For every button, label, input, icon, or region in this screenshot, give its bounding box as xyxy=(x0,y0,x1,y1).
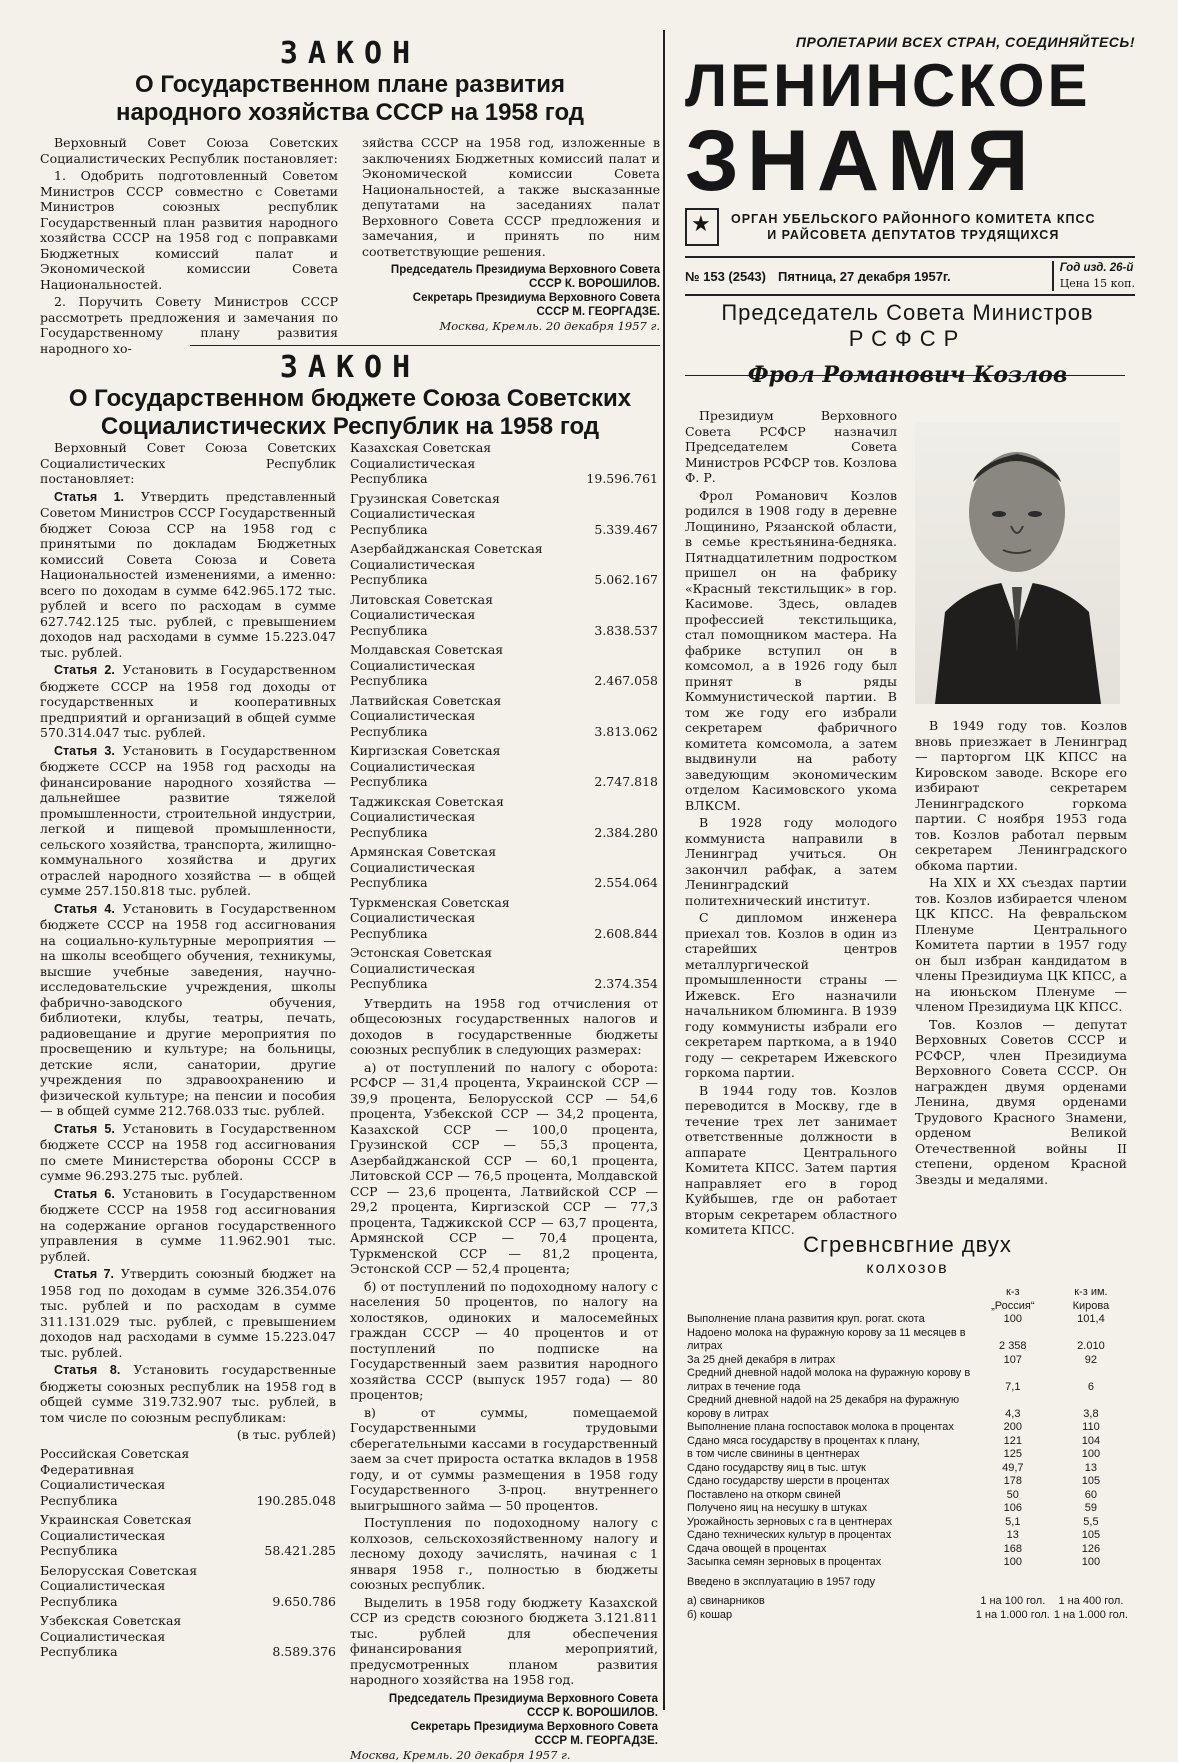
table-row: Сдача овощей в процентах 168 126 xyxy=(687,1542,1101,1555)
table-row: Средний дневной надой на 25 декабря на фуражную корову в литрах 4,3 3,8 xyxy=(687,1394,1099,1420)
republic-row: Узбекская Советская Социалистическая Республика 8.589.376 xyxy=(40,1613,336,1659)
law-budget-col1 xyxy=(40,440,336,1664)
table-subheader-row: Введено в эксплуатацию в 1957 году xyxy=(687,1575,876,1588)
issue-price: Цена 15 коп. xyxy=(1059,277,1135,290)
table-row: б) кошар 1 на 1.000 гол. 1 на 1.000 гол. xyxy=(687,1608,1128,1621)
article: Статья 1. Утвердить представленный Советом Министров СССР Государственный бюджет Союза ССР на 1958 год с принятыми по докладам Бюджетных комиссий Совета Союза и Совета Национальностей изменениями, а именно: всего по доходам в сумме 642.965.172 тыс. рублей и всего по расходам в сумме 627.742.125 тыс. рублей, с превышением доходов над расходами в сумме 15.223.047 тыс. рублей. xyxy=(40,488,336,660)
law-budget-intro: Верховный Совет Союза Советских Социалистических Республик постановляет: xyxy=(40,440,336,486)
table-row: а) свинарников 1 на 100 гол. 1 на 400 гол. xyxy=(687,1595,1124,1607)
masthead xyxy=(685,34,1135,296)
table-row: Сдано мяса государству в процентах к плану, 121 104 xyxy=(687,1434,1101,1447)
republic-row: Эстонская Советская Социалистическая Республика 2.374.354 xyxy=(350,945,658,991)
column-divider xyxy=(663,30,665,1710)
issue-date: Пятница, 27 декабря 1957г. xyxy=(777,268,951,284)
kozlov-para: Фрол Романович Козлов родился в 1908 году в деревне Лощинино, Рязанской области, в семье крестьянина-бедняка. Пятнадцатилетним подростком пришел он на фабрику «Красный текстильщик» в гор. Касимове. Здесь, овладев профессией текстильщика, стал помощником мастера. На фабрике вступил он в комсомол, а в 1926 году был принят в ряды Коммунистической партии. В том же году его избрали секретарем фабричного комитета комсомола, а затем выдвинули на работу заведующим экономическим отделом Касимовского укома ВЛКСМ. xyxy=(685,487,897,813)
law-budget xyxy=(40,350,660,441)
kozlov-para: Президиум Верховного Совета РСФСР назначил Председателем Совета Министров РСФСР тов. Козлова Ф. Р. xyxy=(685,408,897,485)
comparison-title-line2: колхозов xyxy=(866,1260,949,1277)
republic-row: Литовская Советская Социалистическая Республика 3.838.537 xyxy=(350,591,658,638)
masthead-title-line1: ЛЕНИНСКОЕ xyxy=(685,52,1091,119)
comparison-title-line1: Сгревнсвгние двух xyxy=(803,1232,1012,1257)
table-row: Урожайность зерновых с га в центнерах 5,1 5,5 xyxy=(687,1515,1099,1528)
table-row: Получено яиц на несушку в штуках 106 59 xyxy=(687,1502,1098,1514)
signature-place-date: Москва, Кремль. 20 декабря 1957 г. xyxy=(439,319,660,333)
republic-row: Киргизская Советская Социалистическая Республика 2.747.818 xyxy=(350,743,658,789)
republic-row: Грузинская Советская Социалистическая Республика 5.339.467 xyxy=(350,490,658,537)
article: Статья 4. Установить в Государственном бюджете СССР на 1958 год ассигнования на социально-культурные мероприятия — на школы всеобщего обучения, техникумы, высшие учебные заведения, научно-исследовательские учреждения, школы фабрично-заводского обучения, библиотеки, клубы, театры, печать, радиовещание и другие мероприятия по просвещению и культуре; на больницы, детские ясли, санатории, другие учреждения по здравоохранению и физической культуре; на пенсии и пособия — в общей сумме 212.768.033 тыс. рублей. xyxy=(40,900,336,1118)
kolkhoz-comparison xyxy=(685,1232,1130,1622)
signature-chairman-title: Председатель Президиума Верховного Совета xyxy=(388,1692,658,1705)
kozlov-heading-line1: Председатель Совета Министров xyxy=(721,300,1094,325)
masthead-slogan: ПРОЛЕТАРИИ ВСЕХ СТРАН, СОЕДИНЯЙТЕСЬ! xyxy=(795,34,1135,50)
republic-row: Белорусская Советская Социалистическая Республика 9.650.786 xyxy=(40,1562,336,1609)
law-budget-para: Выделить в 1958 году бюджету Казахской ССР из средств союзного бюджета 3.121.811 тыс. рублей для обеспечения финансирования мероприятий, предусмотренных планом развития народного хозяйства на 1958 год. xyxy=(350,1594,658,1687)
kozlov-para: В 1944 году тов. Козлов переводится в Москву, где в течение трех лет занимает ответственные должности в аппарате Центрального Комитета КПСС. Затем партия направляет его в город Куйбышев, где он работает вторым секретарем областного комитета КПСС. xyxy=(685,1082,897,1237)
kozlov-name: Фрол Романович Козлов xyxy=(747,362,1068,388)
republic-row: Молдавская Советская Социалистическая Республика 2.467.058 xyxy=(350,642,658,688)
table-header-row: к-з „Россия“ к-з им. Кирова xyxy=(991,1286,1110,1312)
unit-note: (в тыс. рублей) xyxy=(236,1427,336,1442)
law-budget-col2 xyxy=(350,440,658,1762)
signature-secretary-title: Секретарь Президиума Верховного Совета xyxy=(412,292,660,304)
kozlov-article xyxy=(685,300,1130,388)
table-row: Выполнение плана развития круп. рогат. скота 100 101,4 xyxy=(687,1313,1105,1325)
law-budget-heading: ЗАКОН xyxy=(279,350,421,385)
article: Статья 2. Установить в Государственном бюджете СССР на 1958 год доходы от государственных и кооперативных предприятий и организаций в общей сумме 570.314.047 тыс. рублей. xyxy=(40,662,336,740)
law-plan-col1 xyxy=(40,135,338,358)
table-row: Выполнение плана госпоставок молока в процентах 200 110 xyxy=(687,1421,1100,1433)
law-plan-para: 1. Одобрить подготовленный Советом Министров СССР совместно с Советами Министров союзных республик Государственный план развития народного хозяйства СССР на 1958 год с поправками Бюджетных комиссий палат и Экономической комиссии Совета Национальностей. xyxy=(40,168,338,292)
republic-row: Российская Советская Федеративная Социалистическая Республика 190.285.048 xyxy=(40,1446,336,1508)
issue-bar xyxy=(685,256,1135,296)
law-budget-para: в) от суммы, помещаемой Государственными трудовыми сберегательными кассами в государственный заем за счет прироста остатка вкладов в 1958 году, и от суммы размещения в 1958 году Государственного 3-проц. внутреннего выигрышного займа — 50 процентов. xyxy=(350,1404,658,1513)
star-emblem-icon: ★ xyxy=(685,208,719,246)
article: Статья 8. Установить государственные бюджеты союзных республик на 1958 год в общей сумме 319.732.907 тыс. рублей, в том числе по союзным республикам: xyxy=(40,1362,336,1425)
portrait-image xyxy=(915,422,1120,704)
kozlov-col2 xyxy=(915,718,1127,1189)
kozlov-col1 xyxy=(685,408,897,1240)
issue-year: Год изд. 26-й xyxy=(1059,262,1134,274)
republic-row: Латвийская Советская Социалистическая Республика 3.813.062 xyxy=(350,692,658,739)
republic-row: Казахская Советская Социалистическая Республика 19.596.761 xyxy=(350,440,658,486)
kozlov-para: С дипломом инженера приехал тов. Козлов в один из старейших центров металлургической промышленности страны — Ижевск. Его назначили начальником блюминга. В 1939 году коммунисты избрали его секретарем парткома, а в 1940 году — секретарем Ижевского горкома партии. xyxy=(685,910,897,1080)
article: Статья 5. Установить в Государственном бюджете СССР на 1958 год ассигнования по смете Министерства обороны СССР в сумме 96.293.275 тыс. рублей. xyxy=(40,1120,336,1183)
republic-row: Азербайджанская Советская Социалистическая Республика 5.062.167 xyxy=(350,541,658,587)
law-budget-para: Утвердить на 1958 год отчисления от общесоюзных государственных налогов и доходов в государственные бюджеты союзных республик в следующих размерах: xyxy=(350,995,658,1057)
law-plan xyxy=(40,36,660,358)
republic-row: Таджикская Советская Социалистическая Республика 2.384.280 xyxy=(350,793,658,840)
law-plan-para: зяйства СССР на 1958 год, изложенные в заключениях Бюджетных комиссий палат и Экономической комиссии Совета Национальностей, а также высказанные депутатами на заседаниях палат Верховного Совета СССР предложения и замечания, и принять по ним соответствующие решения. xyxy=(362,135,660,259)
signature-secretary-name: СССР М. ГЕОРГАДЗЕ. xyxy=(534,1734,658,1747)
law-budget-title: О Государственном бюджете Союза Советских Социалистических Республик на 1958 год xyxy=(68,385,632,440)
law-plan-para: Верховный Совет Союза Советских Социалистических Республик постановляет: xyxy=(40,135,338,166)
organ-line-1: ОРГАН УБЕЛЬСКОГО РАЙОННОГО КОМИТЕТА КПСС xyxy=(731,212,1096,226)
signature-secretary-title: Секретарь Президиума Верховного Совета xyxy=(410,1720,658,1733)
issue-number: № 153 (2543) xyxy=(685,268,766,284)
article: Статья 3. Установить в Государственном бюджете СССР на 1958 год расходы на финансирование народного хозяйства — дальнейшее развитие тяжелой промышленности, строительной индустрии, легкой и пищевой промышленности, сельского хозяйства, транспорта, жилищно-коммунального хозяйства и других отраслей народного хозяйства — в общей сумме 257.150.818 тыс. рублей. xyxy=(40,742,336,898)
kozlov-para: На XIX и XX съездах партии тов. Козлов избирается членом ЦК КПСС. На февральском Пленуме Центрального Комитета партии в 1957 году он был избран кандидатом в члены Президиума ЦК КПСС, а на июньском Пленуме — членом Президиума ЦК КПСС. xyxy=(915,875,1127,1014)
law-budget-para: Поступления по подоходному налогу с колхозов, сельскохозяйственному налогу и лесному доходу зачислять, начиная с 1 января 1958 г., полностью в бюджеты союзных республик. xyxy=(350,1515,658,1592)
organ-line-2: И РАЙСОВЕТА ДЕПУТАТОВ ТРУДЯЩИХСЯ xyxy=(767,228,1060,242)
signature-chairman-name: СССР К. ВОРОШИЛОВ. xyxy=(527,1706,658,1719)
table-row: Надоено молока на фуражную корову за 11 месяцев в литрах 2 358 2.010 xyxy=(687,1326,1105,1352)
law-plan-title: О Государственном плане развития народного хозяйства СССР на 1958 год xyxy=(115,71,585,126)
table-row: Сдано государству яиц в тыс. штук 49,7 13 xyxy=(687,1461,1098,1474)
article: Статья 7. Утвердить союзный бюджет на 1958 год по доходам в сумме 326.354.076 тыс. рублей и по расходам в сумме 311.131.029 тыс. рублей, с превышением доходов над расходами в сумме 15.223.047 тыс. рублей. xyxy=(40,1266,336,1360)
comparison-table xyxy=(685,1286,1130,1622)
table-row: в том числе свинины в центнерах 125 100 xyxy=(687,1448,1101,1460)
republic-row: Армянская Советская Социалистическая Республика 2.554.064 xyxy=(350,844,658,890)
kozlov-para: В 1928 году молодого коммуниста направили в Ленинград учиться. Он закончил рабфак, а затем Ленинградский политехнический институт. xyxy=(685,815,897,908)
kozlov-para: В 1949 году тов. Козлов вновь приезжает в Ленинград — парторгом ЦК КПСС на Кировском заводе. Вскоре его избирают секретарем Ленинградского горкома партии. С ноября 1953 года тов. Козлов работал первым секретарем Ленинградского обкома партии. xyxy=(915,718,1127,873)
table-row: Сдано государству шерсти в процентах 178 105 xyxy=(687,1475,1101,1487)
table-row: Поставлено на откорм свиней 50 60 xyxy=(687,1488,1098,1501)
masthead-organ xyxy=(685,208,1135,246)
table-row: Средний дневной надой молока на фуражную корову в литрах в течение года 7,1 6 xyxy=(687,1367,1094,1393)
kozlov-para: Тов. Козлов — депутат Верховных Советов СССР и РСФСР, член Президиума Верховного Совета СССР. Он награжден двумя орденами Ленина, двумя орденами Трудового Красного Знамени, орденом Великой Отечественной войны II степени, орденом Красной Звезды и медалями. xyxy=(915,1016,1127,1187)
article: Статья 6. Установить в Государственном бюджете СССР на 1958 год ассигнования на содержание органов государственного управления в сумме 11.962.901 тыс. рублей. xyxy=(40,1185,336,1264)
law-budget-para: а) от поступлений по налогу с оборота: РСФСР — 31,4 процента, Украинской ССР — 39,9 процента, Белорусской ССР — 54,6 процента, Узбекской ССР — 34,2 процента, Казахской ССР — 100,0 процента, Грузинской ССР — 55,3 процента, Азербайджанской ССР — 60,1 процента, Литовской ССР — 76,5 процента, Молдавской ССР — 23,6 процента, Латвийской ССР — 29,2 процента, Киргизской ССР — 77,3 процента, Таджикской ССР — 63,7 процента, Армянской ССР — 70,4 процента, Туркменской ССР — 81,2 процента, Эстонской ССР — 52,4 процента; xyxy=(350,1059,658,1276)
table-row: Сдано технических культур в процентах 13 105 xyxy=(687,1529,1101,1541)
republic-row: Туркменская Советская Социалистическая Республика 2.608.844 xyxy=(350,894,658,941)
law-plan-col2 xyxy=(362,135,660,358)
kozlov-portrait xyxy=(915,422,1120,704)
kozlov-heading-line2: РСФСР xyxy=(848,326,967,351)
table-row: За 25 дней декабря в литрах 107 92 xyxy=(687,1353,1098,1366)
signature-chairman-name: СССР К. ВОРОШИЛОВ. xyxy=(529,278,660,290)
law-budget-para: б) от поступлений по подоходному налогу с населения 50 процентов, по налогу на холостяков, одиноких и малосемейных граждан СССР — 40 процентов и от поступлений по подписке на Государственный заем развития народного хозяйства СССР (выпуск 1957 года) — 80 процентов; xyxy=(350,1278,658,1402)
law-plan-para: 2. Поручить Совету Министров СССР рассмотреть предложения и замечания по Государственному плану развития народного хо- xyxy=(40,294,338,356)
republic-row: Украинская Советская Социалистическая Республика 58.421.285 xyxy=(40,1512,336,1558)
masthead-title-line2: ЗНАМЯ xyxy=(685,113,1037,209)
signature-secretary-name: СССР М. ГЕОРГАДЗЕ. xyxy=(536,306,660,318)
signature-chairman-title: Председатель Президиума Верховного Совета xyxy=(390,264,660,276)
table-row: Засыпка семян зерновых в процентах 100 100 xyxy=(687,1556,1101,1568)
law-plan-heading: ЗАКОН xyxy=(279,36,421,71)
signature-place-date: Москва, Кремль. 20 декабря 1957 г. xyxy=(350,1747,571,1762)
